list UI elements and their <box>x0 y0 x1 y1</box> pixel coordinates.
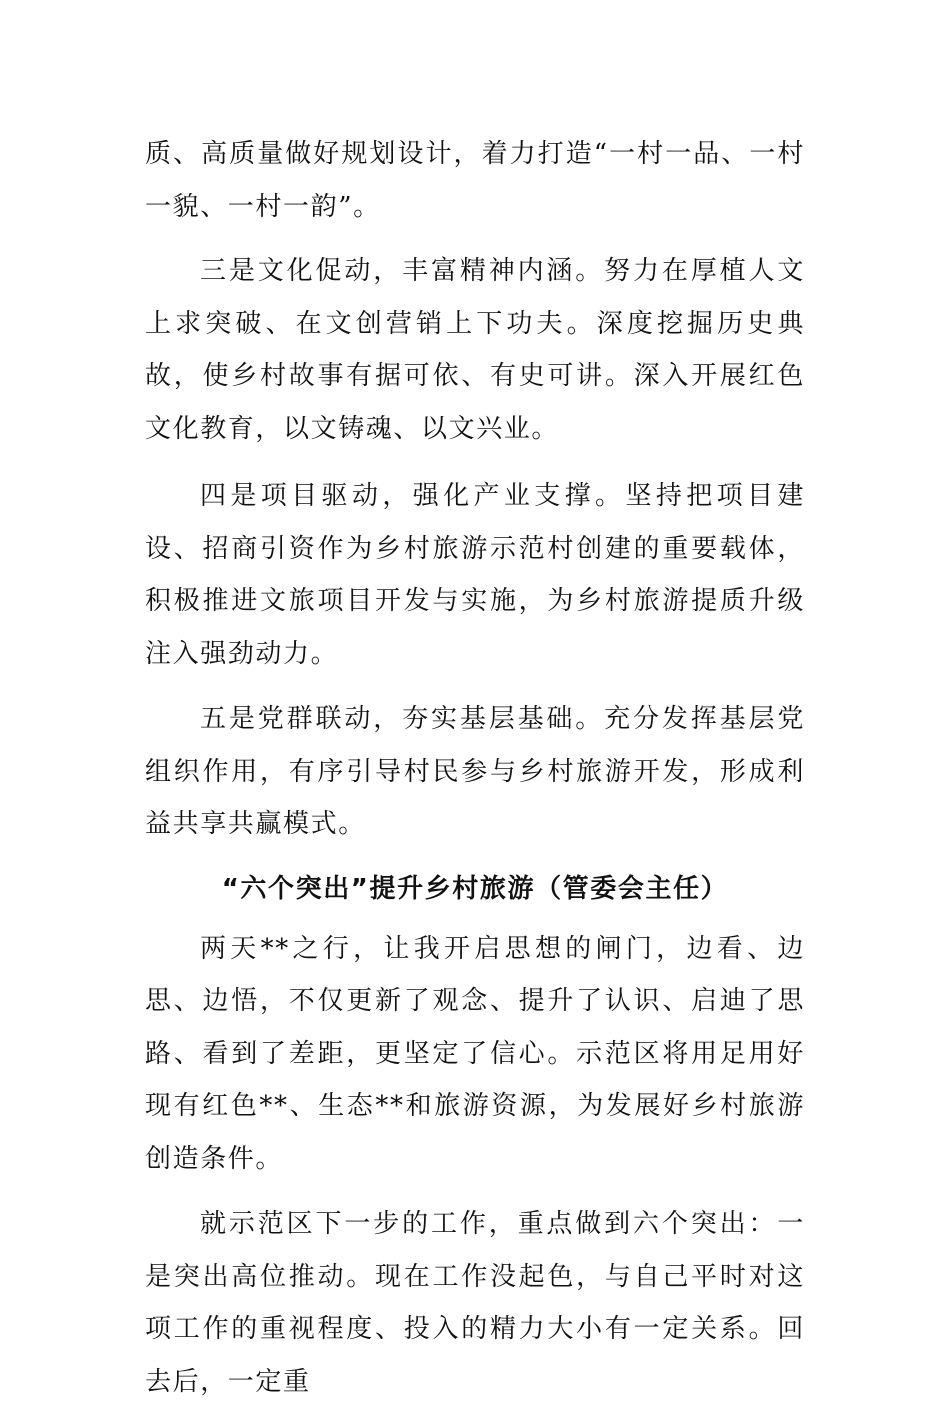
paragraph-trip: 两天**之行，让我开启思想的闸门，边看、边思、边悟，不仅更新了观念、提升了认识、启迪了思路、看到了差距，更坚定了信心。示范区将用足用好现有红色**、生态**和旅游资源，为发展好乡村旅游创造条件。 <box>145 933 805 1174</box>
paragraph-next-steps: 就示范区下一步的工作，重点做到六个突出：一是突出高位推动。现在工作没起色，与自己平时对这项工作的重视程度、投入的精力大小有一定关系。回去后，一定重 <box>145 1209 805 1397</box>
paragraph-project: 四是项目驱动，强化产业支撑。坚持把项目建设、招商引资作为乡村旅游示范村创建的重要载体，积极推进文旅项目开发与实施，为乡村旅游提质升级注入强劲动力。 <box>145 481 805 669</box>
paragraph-party: 五是党群联动，夯实基层基础。充分发挥基层党组织作用，有序引导村民参与乡村旅游开发，形成利益共享共赢模式。 <box>145 704 805 839</box>
paragraph-continuation: 质、高质量做好规划设计，着力打造“一村一品、一村一貌、一村一韵”。 <box>145 139 805 222</box>
section-heading: “六个突出”提升乡村旅游（管委会主任） <box>221 873 729 904</box>
paragraph-culture: 三是文化促动，丰富精神内涵。努力在厚植人文上求突破、在文创营销上下功夫。深度挖掘历史典故，使乡村故事有据可依、有史可讲。深入开展红色文化教育，以文铸魂、以文兴业。 <box>145 256 805 444</box>
document-page <box>145 128 805 1408</box>
